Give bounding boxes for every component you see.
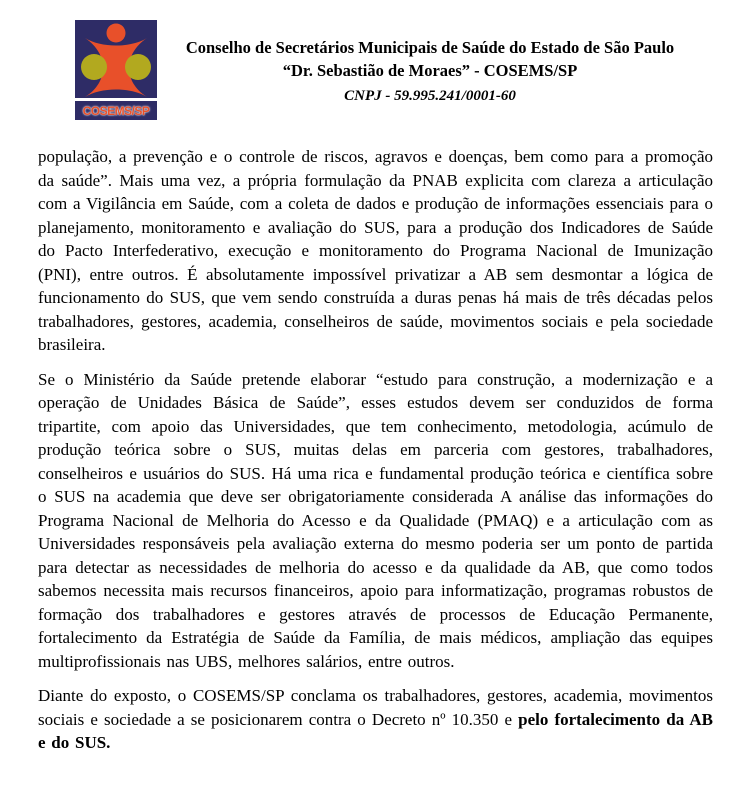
org-subtitle: “Dr. Sebastião de Moraes” - COSEMS/SP (282, 61, 578, 80)
org-name: Conselho de Secretários Municipais de Saúde do Estado de São Paulo (185, 38, 675, 57)
document-body (38, 145, 713, 755)
letterhead-text (157, 20, 751, 107)
paragraph-3-regular-text: Diante do exposto, o COSEMS/SP conclama os trabalhadores, gestores, academia, movimentos sociais e sociedade a se posicionarem contra o Decreto nº 10.350 e (38, 686, 713, 729)
logo-figure-head (107, 24, 126, 43)
cosems-logo-icon (75, 20, 157, 98)
logo-label: COSEMS/SP (82, 103, 150, 118)
logo-circle-left (81, 54, 107, 80)
logo-circle-right (125, 54, 151, 80)
paragraph-2: Se o Ministério da Saúde pretende elaborar “estudo para construção, a modernização e a operação de Unidades Básica de Saúde”, esses estudos devem ser conduzidos de forma tripartite, com apoio das Universidades, que tem conhecimento, metodologia, acúmulo de produção teórica sobre o SUS, muitas delas em parceria com gestores, trabalhadores, conselheiros e usuários do SUS. Há uma rica e fundamental produção teórica e científica sobre o SUS na academia que deve ser obrigatoriamente considerada A análise das informações do Programa Nacional de Melhoria do Acesso e da Qualidade (PMAQ) e a articulação com as Universidades responsáveis pela avaliação externa do mesmo poderia ser um ponto de partida para detectar as necessidades de melhoria do acesso e da qualidade da AB, que como todos sabemos necessita mais recursos financeiros, apoio para informatização, programas robustos de formação dos trabalhadores e gestores através de processos de Educação Permanente, fortalecimento da Estratégia de Saúde da Família, de mais médicos, ampliação das equipes multiprofissionais nas UBS, melhores salários, entre outros. (38, 369, 713, 671)
logo-label-band (75, 101, 157, 120)
paragraph-1: população, a prevenção e o controle de riscos, agravos e doenças, bem como para a promoção da saúde”. Mais uma vez, a própria formulação da PNAB explicita com clareza a articulação com a Vigilância em Saúde, com a coleta de dados e produção de informações essenciais para o planejamento, monitoramento e avaliação do SUS, para a produção dos Indicadores de Saúde do Pacto Interfederativo, execução e monitoramento do Programa Nacional de Imunização (PNI), entre outros. É absolutamente impossível privatizar a AB sem desmontar a lógica de funcionamento do SUS, que vem sendo construída a duras penas há mais de três décadas pelos trabalhadores, gestores, academia, conselheiros de saúde, movimentos sociais e pela sociedade brasileira. (38, 147, 713, 354)
cosems-logo (75, 20, 157, 120)
paragraph-3 (38, 684, 713, 755)
letterhead (0, 0, 751, 120)
org-cnpj: CNPJ - 59.995.241/0001-60 (344, 88, 516, 104)
paragraph-3-bold-text: pelo fortalecimento da AB e do SUS. (38, 709, 713, 752)
